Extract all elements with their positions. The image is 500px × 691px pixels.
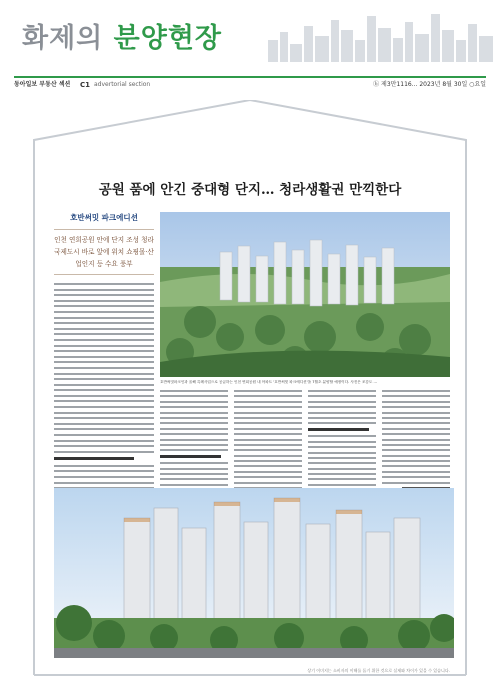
section-code: C1 [80,81,91,89]
issue-date: ⓑ 제3만1116... 2023년 8월 30일 ○요일 [373,81,486,88]
section-title-main: 분양현장 [113,23,222,54]
body-column-1 [160,390,228,500]
article-subheadline: 인천 연희공원 안에 단지 조성 청라국제도시 바로 앞에 위치 쇼핑몰·산업인지 등 수요 풍부 [54,229,154,275]
publication-name: 동아일보 부동산 섹션 [14,81,71,88]
body-column-4 [382,390,450,489]
street-view-rendering-image [54,488,454,658]
footer-disclaimer: 상기 이미지는 소비자의 이해를 돕기 위한 것으로 실제와 차이가 있을 수 있습니다. [307,668,450,673]
city-skyline-icon [268,10,493,62]
article-headline: 공원 품에 안긴 중대형 단지… 청라생활권 만끽한다 [98,182,402,198]
section-type: advertorial section [94,81,151,88]
body-column-3 [308,390,376,495]
aerial-rendering-image [160,212,450,377]
article-body-columns [160,390,450,480]
body-column-2 [234,390,302,498]
project-name: 호반써밋 파크에디션 [70,213,138,222]
body-text-block [54,283,154,523]
article-intro-column [54,212,154,526]
page-header [0,0,500,89]
section-title [22,16,222,55]
meta-bar [14,76,486,90]
section-title-prefix: 화제의 [22,23,104,54]
photo-caption: 호반써밋파크인과 올해 특례사업으로 공급하는 인천 연희공원 내 아파트 '호반써밋 파크에디션'을 7월초 분양할 예정이다. 사진은 조감도 ... [160,380,377,384]
